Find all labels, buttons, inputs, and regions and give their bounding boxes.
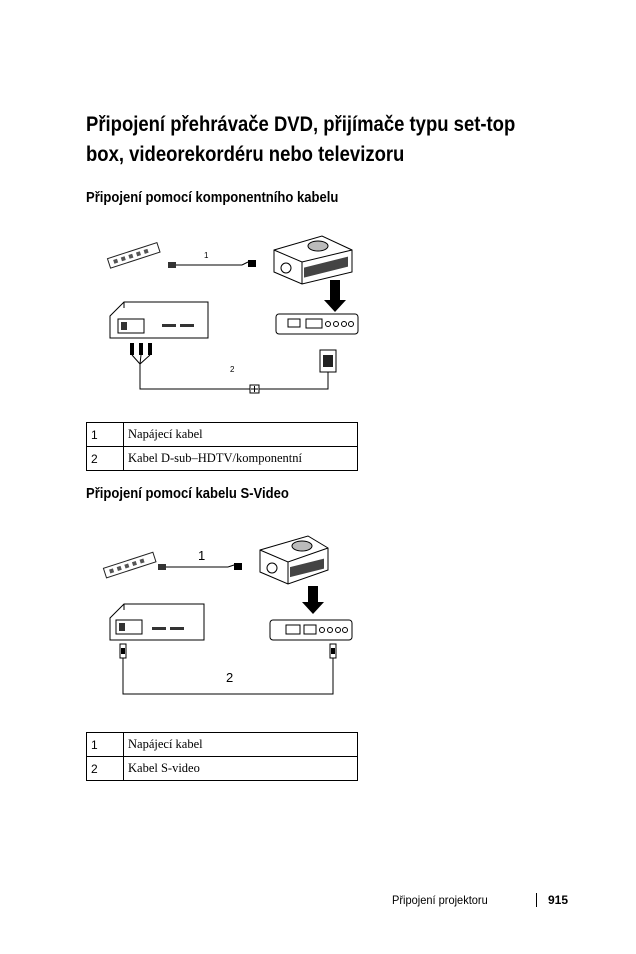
component-connection-diagram [90, 228, 380, 398]
table-cell-num: 2 [87, 757, 124, 781]
component-legend-table [86, 422, 358, 471]
table-cell-num: 1 [87, 423, 124, 447]
table-cell-label: Napájecí kabel [124, 733, 358, 757]
arrow-down-icon [324, 280, 346, 312]
svideo-plug-icon [330, 644, 336, 658]
table-row [87, 423, 358, 447]
projector-icon [274, 236, 352, 284]
footer-divider [536, 893, 537, 907]
projector-icon [260, 536, 328, 584]
power-strip-icon [107, 243, 160, 269]
svideo-connection-diagram [90, 532, 380, 702]
callout-1: 1 [198, 548, 206, 563]
callout-2: 2 [226, 670, 234, 685]
table-cell-label: Kabel S-video [124, 757, 358, 781]
table-cell-num: 1 [87, 733, 124, 757]
footer-section-title: Připojení projektoru [392, 893, 488, 907]
page-title: Připojení přehrávače DVD, přijímače typu set-top box, videorekordéru nebo televizoru [86, 113, 516, 166]
table-cell-label: Napájecí kabel [124, 423, 358, 447]
connector-panel-icon [276, 314, 358, 334]
connector-panel-icon [270, 620, 352, 640]
table-row [87, 757, 358, 781]
section-heading-component: Připojení pomocí komponentního kabelu [86, 190, 339, 206]
power-strip-icon [103, 552, 156, 578]
callout-2: 2 [230, 365, 235, 374]
dvd-player-icon [110, 604, 204, 640]
section-heading-svideo: Připojení pomocí kabelu S-Video [86, 486, 289, 502]
table-row [87, 733, 358, 757]
arrow-down-icon [302, 586, 324, 614]
table-cell-label: Kabel D-sub–HDTV/komponentní [124, 447, 358, 471]
dvd-player-icon [110, 302, 208, 338]
d-sub-connector-icon [320, 350, 336, 372]
page-number: 915 [548, 893, 569, 907]
callout-1: 1 [204, 251, 209, 260]
svideo-legend-table [86, 732, 358, 781]
power-cable-icon [158, 563, 242, 570]
table-row [87, 447, 358, 471]
svideo-plug-icon [120, 644, 126, 658]
power-cable-icon [168, 260, 256, 268]
table-cell-num: 2 [87, 447, 124, 471]
component-plugs-icon [130, 343, 152, 364]
